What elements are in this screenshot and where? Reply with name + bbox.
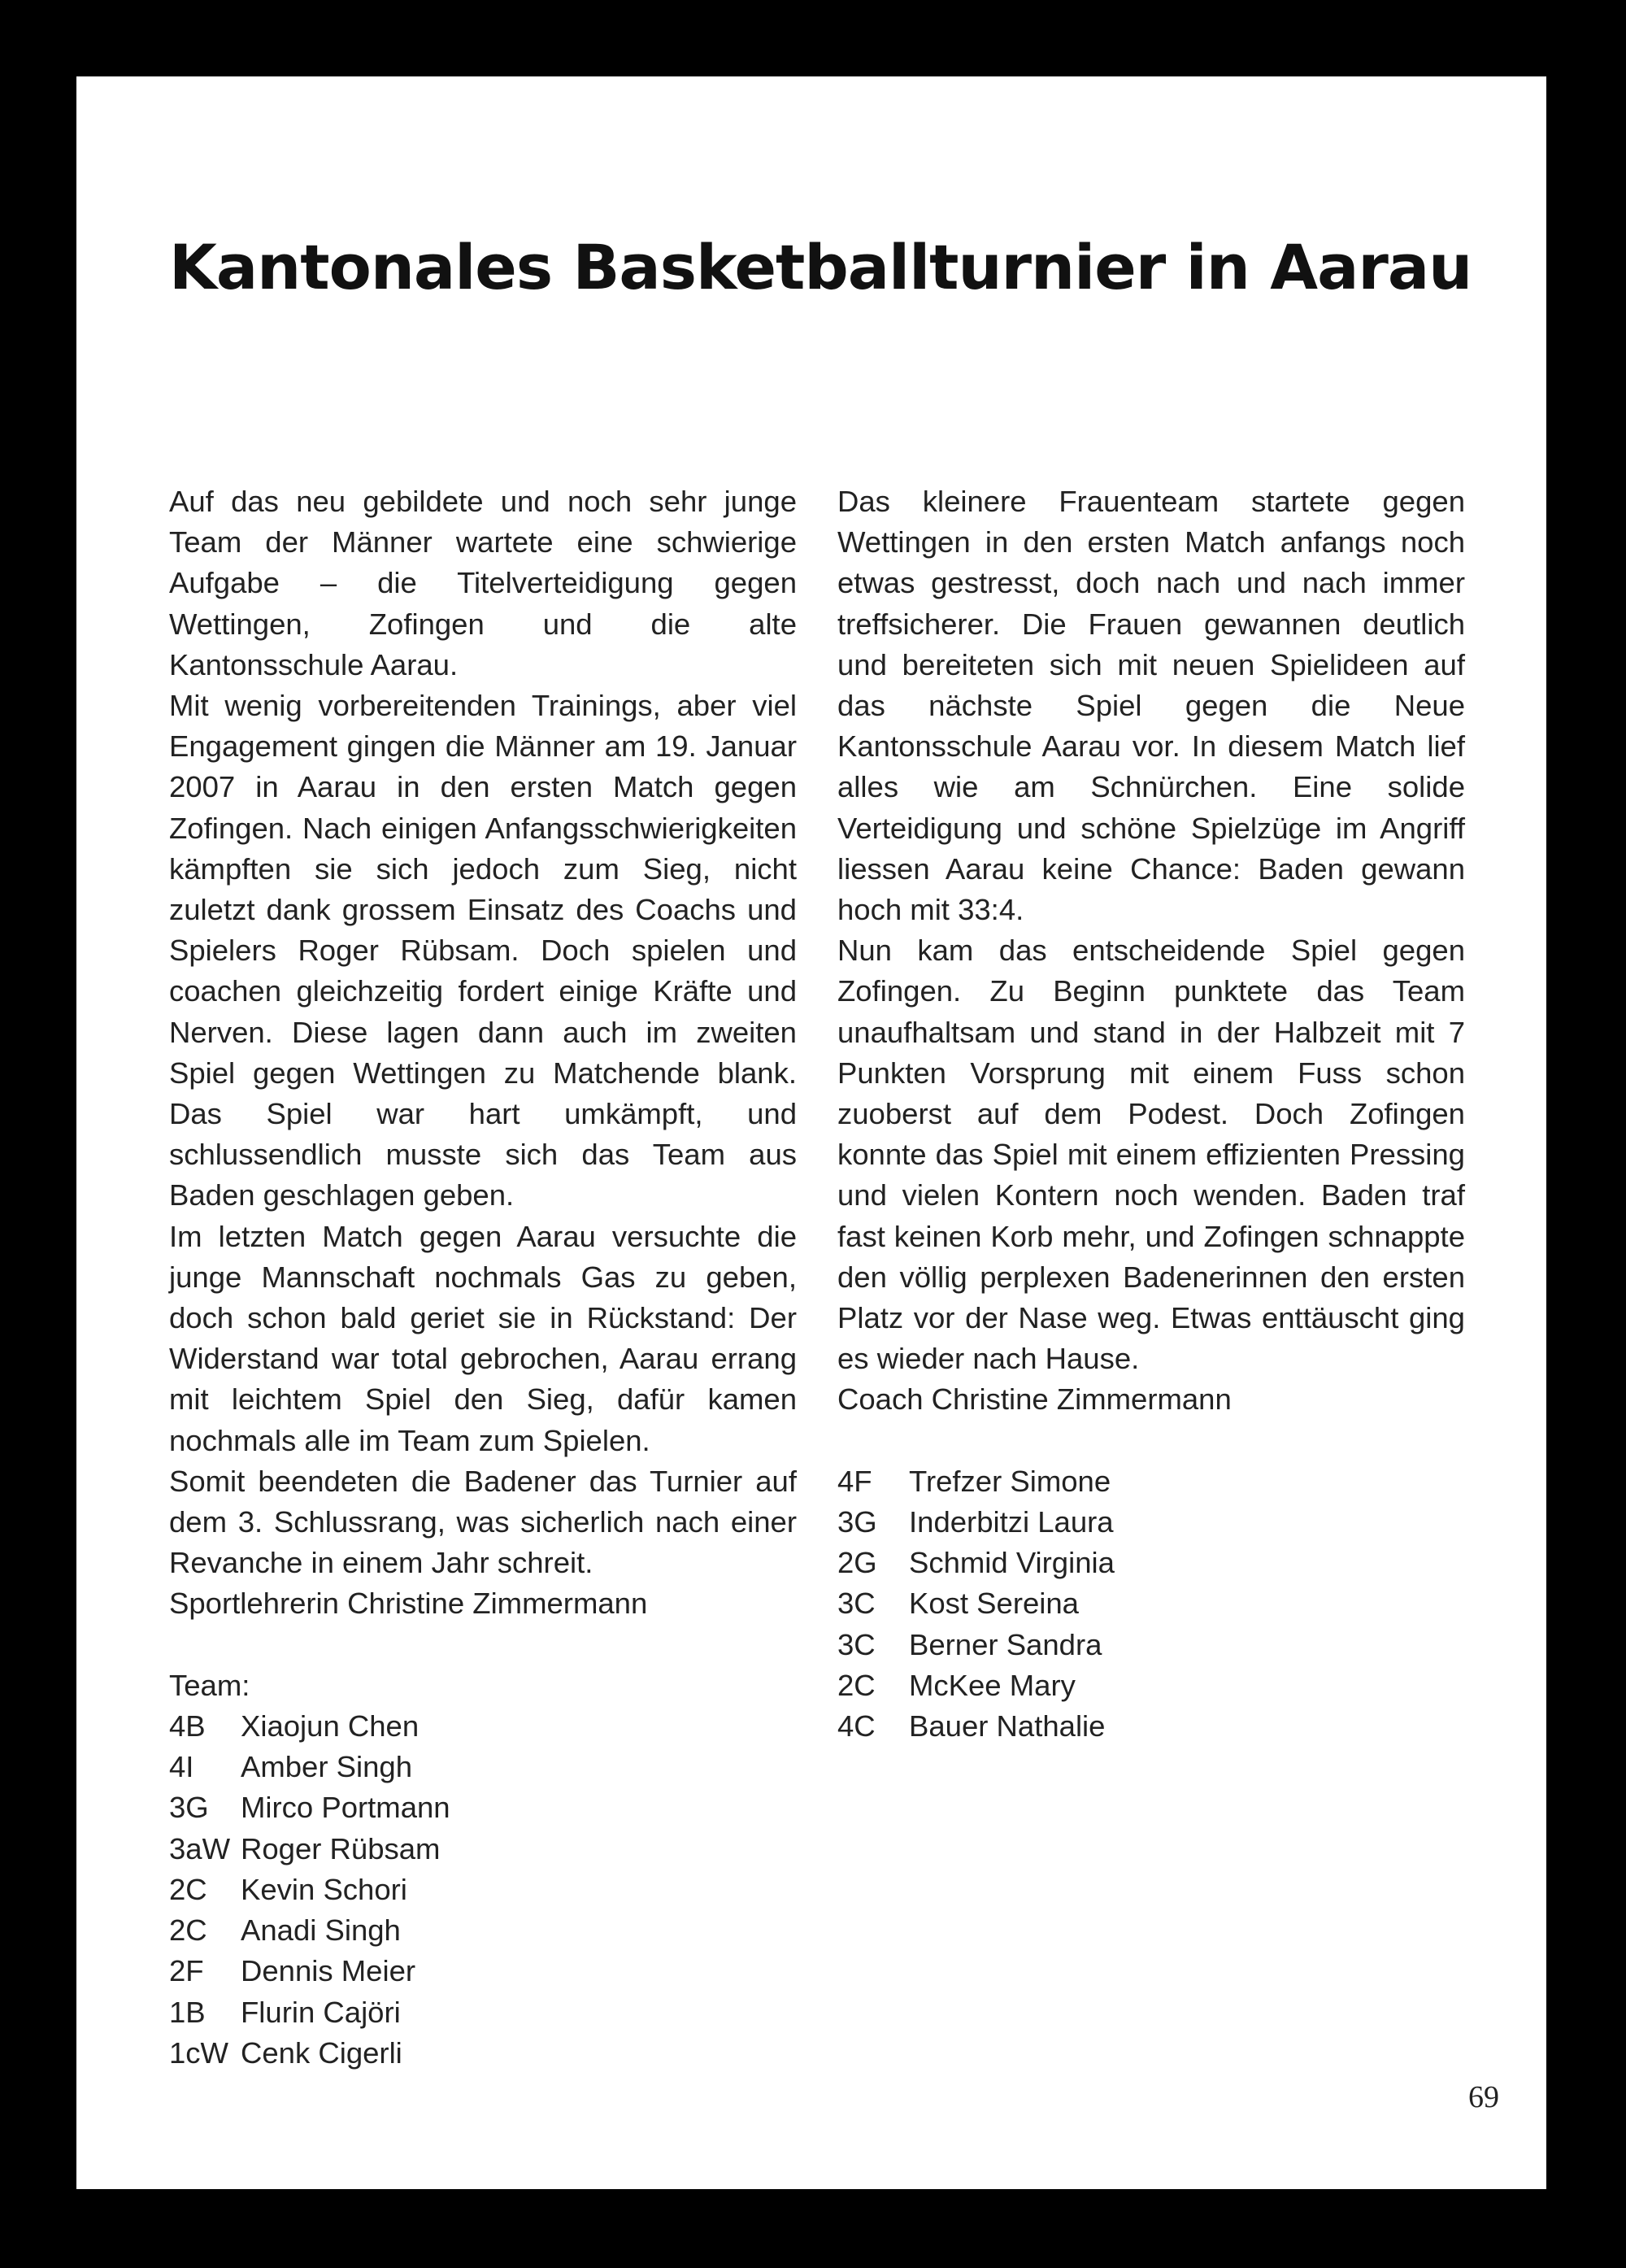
roster-class: 2C <box>169 1913 207 1948</box>
signature: Sportlehrerin Christine Zimmermann <box>169 1587 648 1621</box>
roster-row <box>169 1787 797 1828</box>
roster-class: 4F <box>837 1464 872 1498</box>
roster-row <box>837 1625 1465 1665</box>
roster-class: 3aW <box>169 1831 231 1865</box>
roster-row <box>169 2033 797 2074</box>
roster-row <box>169 1706 797 1747</box>
roster-class: 2C <box>837 1668 876 1702</box>
roster-class: 1cW <box>169 2035 228 2070</box>
roster-class: 2F <box>169 1954 204 1988</box>
left-column <box>169 481 797 2074</box>
roster-class: 3G <box>837 1505 877 1539</box>
roster-row <box>169 1829 797 1870</box>
women-roster <box>837 1461 1465 1747</box>
roster-class: 1B <box>169 1995 206 2029</box>
roster-name: Bauer Nathalie <box>909 1709 1106 1743</box>
roster-row <box>837 1706 1465 1747</box>
body-paragraph: Das kleinere Frauenteam startete gegen Wettingen in den ersten Match anfangs noch etwas gestresst, doch nach und nach immer treffsicherer. Die Frauen gewannen deutlich und bereiteten sich mit neuen Spielideen auf das nächste Spiel gegen die Neue Kantonsschule Aarau vor. In diesem Match lief alles wie am Schnürchen. Eine solide Verteidigung und schöne Spielzüge im Angriff liessen Aarau keine Chance: Baden gewann hoch mit 33:4. <box>837 485 1465 927</box>
roster-row <box>169 1910 797 1951</box>
roster-name: Schmid Virginia <box>909 1546 1115 1580</box>
roster-class: 4I <box>169 1750 194 1784</box>
roster-name: Amber Singh <box>241 1750 412 1784</box>
body-paragraph: Im letzten Match gegen Aarau versuchte die junge Mannschaft nochmals Gas zu geben, doch schon bald geriet sie in Rückstand: Der Widerstand war total gebrochen, Aarau errang mit leichtem Spiel den Sieg, dafür kamen nochmals alle im Team zum Spielen. <box>169 1219 797 1457</box>
roster-name: Roger Rübsam <box>241 1831 441 1865</box>
roster-class: 4B <box>169 1709 206 1743</box>
roster-name: Mirco Portmann <box>241 1791 450 1825</box>
roster-class: 4C <box>837 1709 876 1743</box>
roster-row <box>169 1870 797 1910</box>
roster-class: 2G <box>837 1546 877 1580</box>
roster-class: 3C <box>837 1587 876 1621</box>
roster-row <box>837 1502 1465 1543</box>
roster-name: Cenk Cigerli <box>241 2035 402 2070</box>
roster-class: 2C <box>169 1872 207 1906</box>
roster-row <box>837 1461 1465 1502</box>
roster-row <box>837 1543 1465 1583</box>
roster-row <box>169 1992 797 2033</box>
roster-name: Flurin Cajöri <box>241 1995 401 2029</box>
body-paragraph: Mit wenig vorbereitenden Trainings, aber viel Engagement gingen die Männer am 19. Januar 2007 in Aarau in den ersten Match gegen Zofingen. Nach einigen Anfangsschwierigkeiten kämpften sie sich jedoch zum Sieg, nicht zuletzt dank grossem Einsatz des Coachs und Spielers Roger Rübsam. Doch spielen und coachen gleichzeitig fordert einige Kräfte und Nerven. Diese lagen dann auch im zweiten Spiel gegen Wettingen zu Matchende blank. Das Spiel war hart umkämpft, und schlussendlich musste sich das Team aus Baden geschlagen geben. <box>169 689 797 1212</box>
body-paragraph: Somit beendeten die Badener das Turnier auf dem 3. Schlussrang, was sicherlich nach einer Revanche in einem Jahr schreit. <box>169 1464 797 1580</box>
team-label: Team: <box>169 1668 250 1702</box>
page-title: Kantonales Basketballturnier in Aarau <box>169 231 1472 303</box>
document-page <box>76 76 1546 2189</box>
roster-name: Anadi Singh <box>241 1913 401 1948</box>
roster-name: Xiaojun Chen <box>241 1709 420 1743</box>
roster-name: McKee Mary <box>909 1668 1076 1702</box>
body-paragraph: Auf das neu gebildete und noch sehr junge Team der Männer wartete eine schwierige Aufgabe – die Titelverteidigung gegen Wettingen, Zofingen und die alte Kantonsschule Aarau. <box>169 485 797 681</box>
roster-name: Kevin Schori <box>241 1872 407 1906</box>
roster-name: Berner Sandra <box>909 1627 1102 1661</box>
men-roster <box>169 1706 797 2074</box>
roster-name: Trefzer Simone <box>909 1464 1111 1498</box>
roster-class: 3G <box>169 1791 209 1825</box>
roster-class: 3C <box>837 1627 876 1661</box>
roster-row <box>837 1665 1465 1706</box>
roster-row <box>169 1747 797 1787</box>
right-column <box>837 481 1465 1747</box>
signature: Coach Christine Zimmermann <box>837 1382 1232 1417</box>
roster-name: Kost Sereina <box>909 1587 1079 1621</box>
body-paragraph: Nun kam das entscheidende Spiel gegen Zofingen. Zu Beginn punktete das Team unaufhaltsam und stand in der Halbzeit mit 7 Punkten Vorsprung mit einem Fuss schon zuoberst auf dem Podest. Doch Zofingen konnte das Spiel mit einem effizienten Pressing und vielen Kontern noch wenden. Baden traf fast keinen Korb mehr, und Zofingen schnappte den völlig perplexen Badenerinnen den ersten Platz vor der Nase weg. Etwas enttäuscht ging es wieder nach Hause. <box>837 934 1465 1376</box>
roster-row <box>837 1583 1465 1624</box>
roster-name: Dennis Meier <box>241 1954 416 1988</box>
roster-name: Inderbitzi Laura <box>909 1505 1114 1539</box>
roster-row <box>169 1951 797 1992</box>
page-number: 69 <box>1468 2080 1499 2114</box>
